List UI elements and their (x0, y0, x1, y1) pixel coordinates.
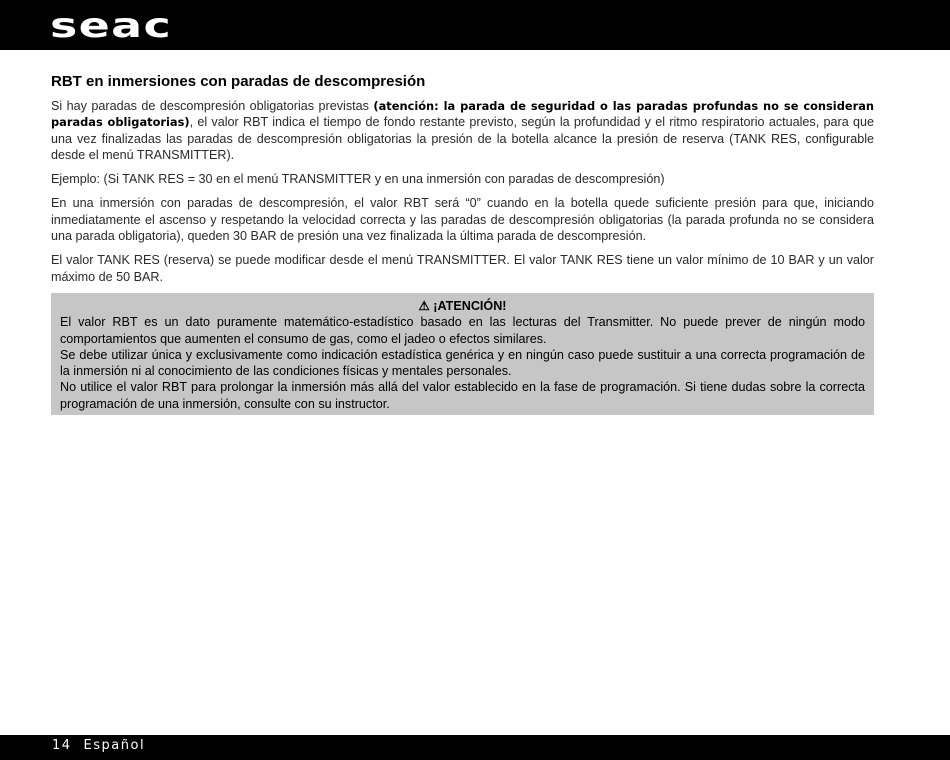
brand-logo: seac (50, 6, 173, 46)
warning-line-2: Se debe utilizar única y exclusivamente como indicación estadística genérica y en ningún caso puede sustituir a una correcta programación de la inmersión ni al conocimiento de las condiciones físicas y mentales personales. (60, 347, 865, 379)
warning-box (51, 293, 874, 415)
paragraph-3: En una inmersión con paradas de descompresión, el valor RBT será “0” cuando en la botella quede suficiente presión para que, iniciando inmediatamente el ascenso y respetando la velocidad correcta y las paradas de descompresión obligatorias (la parada profunda no se considera una parada obligatoria), queden 30 BAR de presión una vez finalizada la última parada de descompresión. (51, 196, 874, 244)
page-number: 14 (52, 738, 72, 753)
section-title: RBT en inmersiones con paradas de descompresión (51, 73, 426, 90)
warning-line-1: El valor RBT es un dato puramente matemático-estadístico basado en las lecturas del Transmitter. No puede prever de ningún modo comportamientos que aumenten el consumo de gas, como el jadeo o efectos similares. (60, 315, 865, 346)
warning-title-text: ¡ATENCIÓN! (433, 298, 507, 313)
warning-line-3: No utilice el valor RBT para prolongar la inmersión más allá del valor establecido en la fase de programación. Si tiene dudas sobre la correcta programación de una inmersión, consulte con su instructor. (60, 380, 865, 411)
page-content (51, 72, 874, 415)
paragraph-1-start: Si hay paradas de descompresión obligatorias previstas (51, 99, 374, 113)
paragraph-4: El valor TANK RES (reserva) se puede modificar desde el menú TRANSMITTER. El valor TANK RES tiene un valor mínimo de 10 BAR y un valor máximo de 50 BAR. (51, 253, 874, 284)
paragraph-1-bold: (atención: la parada de seguridad o las paradas profundas no se consideran paradas obligatorias) (51, 99, 874, 130)
paragraph-1 (51, 98, 874, 163)
paragraph-example: Ejemplo: (Si TANK RES = 30 en el menú TRANSMITTER y en una inmersión con paradas de descompresión) (51, 172, 665, 187)
footer-language: Español (83, 738, 146, 753)
footer-bar (0, 735, 950, 760)
header-bar (0, 0, 950, 50)
warning-title (60, 298, 865, 314)
paragraph-1-end: , el valor RBT indica el tiempo de fondo restante previsto, según la profundidad y el ritmo respiratorio actuales, para que una vez finalizadas las paradas de descompresión obligatorias la presión de la botella alcance la presión de reserva (TANK RES, configurable desde el menú TRANSMITTER). (51, 115, 874, 162)
footer-text (52, 738, 157, 753)
warning-icon: ⚠ (418, 298, 430, 313)
